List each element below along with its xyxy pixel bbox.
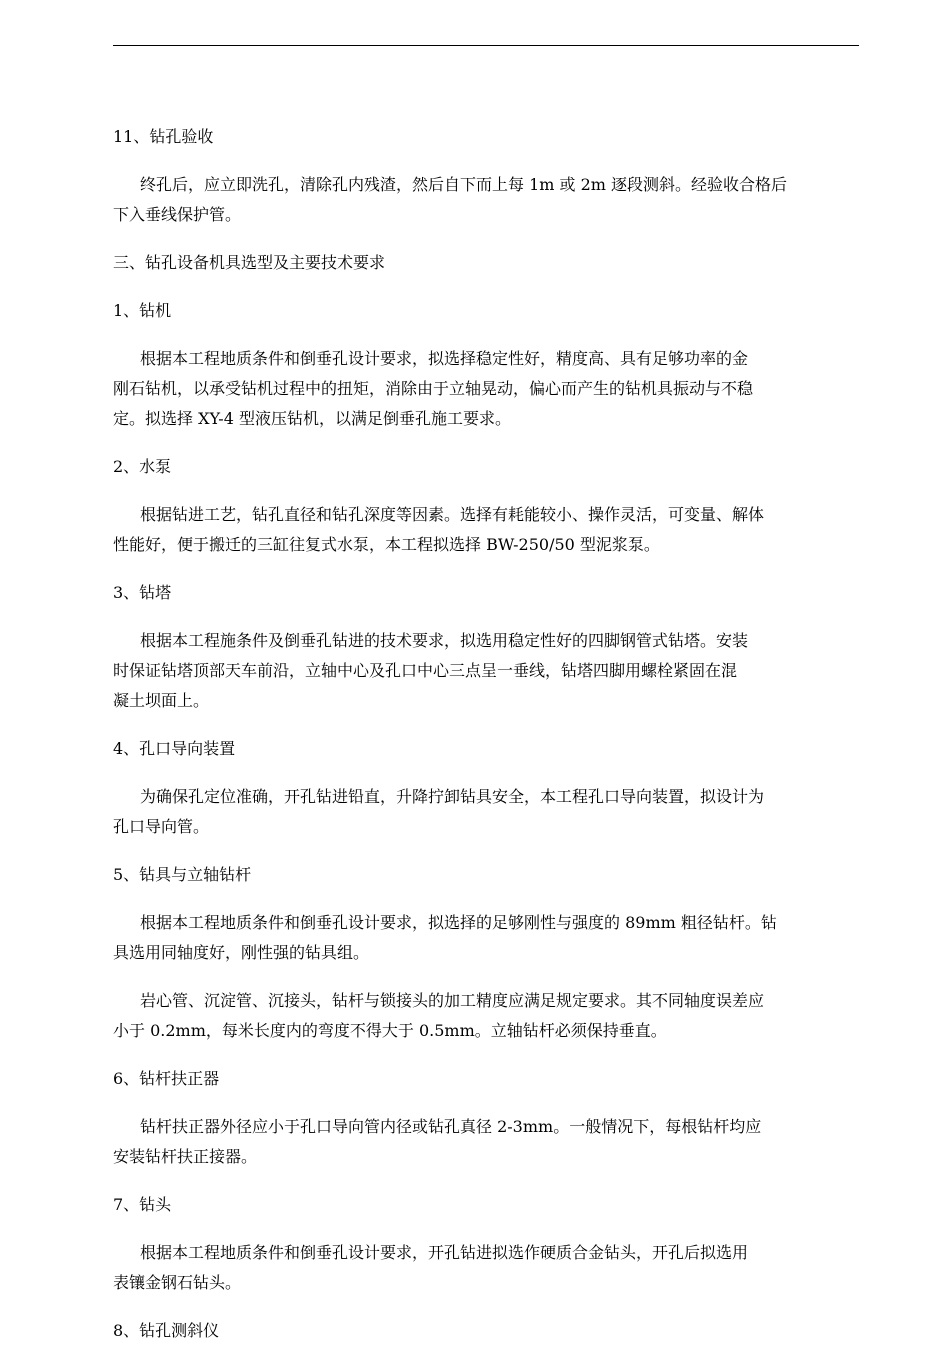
text-line: 11、钻孔验收 xyxy=(113,127,214,146)
text-line: 定。拟选择 XY-4 型液压钻机，以满足倒垂孔施工要求。 xyxy=(113,409,511,428)
text-line: 3、钻塔 xyxy=(113,583,172,602)
section-heading xyxy=(113,296,859,326)
text-line: 根据本工程地质条件和倒垂孔设计要求，拟选择的足够刚性与强度的 89mm 粗径钻杆。钻 xyxy=(140,913,777,932)
text-line: 2、水泵 xyxy=(113,457,172,476)
text-line: 下入垂线保护管。 xyxy=(113,205,242,224)
text-line: 根据本工程地质条件和倒垂孔设计要求，拟选择稳定性好，精度高、具有足够功率的金 xyxy=(140,349,749,368)
paragraph xyxy=(113,500,859,560)
text-line: 刚石钻机，以承受钻机过程中的扭矩，消除由于立轴晃动，偏心而产生的钻机具振动与不稳 xyxy=(113,379,754,398)
text-line: 1、钻机 xyxy=(113,301,172,320)
text-line: 岩心管、沉淀管、沉接头，钻杆与锁接头的加工精度应满足规定要求。其不同轴度误差应 xyxy=(140,991,765,1010)
paragraph xyxy=(113,1112,859,1172)
paragraph xyxy=(113,170,859,230)
paragraph xyxy=(113,344,859,434)
section-heading xyxy=(113,860,859,890)
paragraph xyxy=(113,626,859,716)
text-line: 具选用同轴度好，刚性强的钻具组。 xyxy=(113,943,370,962)
section-heading xyxy=(113,248,859,278)
text-line: 为确保孔定位准确，开孔钻进铅直，升降拧卸钻具安全，本工程孔口导向装置，拟设计为 xyxy=(140,787,765,806)
text-line: 时保证钻塔顶部天车前沿，立轴中心及孔口中心三点呈一垂线，钻塔四脚用螺栓紧固在混 xyxy=(113,661,738,680)
text-line: 6、钻杆扶正器 xyxy=(113,1069,220,1088)
section-heading xyxy=(113,1064,859,1094)
text-line: 8、钻孔测斜仪 xyxy=(113,1321,220,1340)
text-line: 小于 0.2mm，每米长度内的弯度不得大于 0.5mm。立轴钻杆必须保持垂直。 xyxy=(113,1021,667,1040)
text-line: 钻杆扶正器外径应小于孔口导向管内径或钻孔真径 2-3mm。一般情况下，每根钻杆均应 xyxy=(140,1117,762,1136)
section-heading xyxy=(113,1316,859,1346)
text-line: 根据本工程地质条件和倒垂孔设计要求，开孔钻进拟选作硬质合金钻头，开孔后拟选用 xyxy=(140,1243,749,1262)
text-line: 表镶金钢石钻头。 xyxy=(113,1273,242,1292)
text-line: 根据钻进工艺，钻孔直径和钻孔深度等因素。选择有耗能较小、操作灵活，可变量、解体 xyxy=(140,505,765,524)
paragraph xyxy=(113,1238,859,1298)
text-line: 7、钻头 xyxy=(113,1195,172,1214)
text-line: 性能好，便于搬迁的三缸往复式水泵，本工程拟选择 BW-250/50 型泥浆泵。 xyxy=(113,535,660,554)
text-line: 三、钻孔设备机具选型及主要技术要求 xyxy=(113,253,386,272)
text-line: 终孔后，应立即洗孔，清除孔内残渣，然后自下而上每 1m 或 2m 逐段测斜。经验收合格后 xyxy=(140,175,788,194)
section-heading xyxy=(113,578,859,608)
text-line: 孔口导向管。 xyxy=(113,817,210,836)
section-heading xyxy=(113,1190,859,1220)
paragraph xyxy=(113,986,859,1046)
header-rule xyxy=(113,45,859,46)
paragraph xyxy=(113,782,859,842)
text-line: 安装钻杆扶正接器。 xyxy=(113,1147,258,1166)
text-line: 5、钻具与立轴钻杆 xyxy=(113,865,252,884)
section-heading xyxy=(113,122,859,152)
section-heading xyxy=(113,734,859,764)
paragraph xyxy=(113,908,859,968)
text-line: 根据本工程施条件及倒垂孔钻进的技术要求，拟选用稳定性好的四脚钢管式钻塔。安装 xyxy=(140,631,749,650)
section-heading xyxy=(113,452,859,482)
document-body xyxy=(113,122,859,1364)
text-line: 凝土坝面上。 xyxy=(113,691,210,710)
text-line: 4、孔口导向装置 xyxy=(113,739,236,758)
